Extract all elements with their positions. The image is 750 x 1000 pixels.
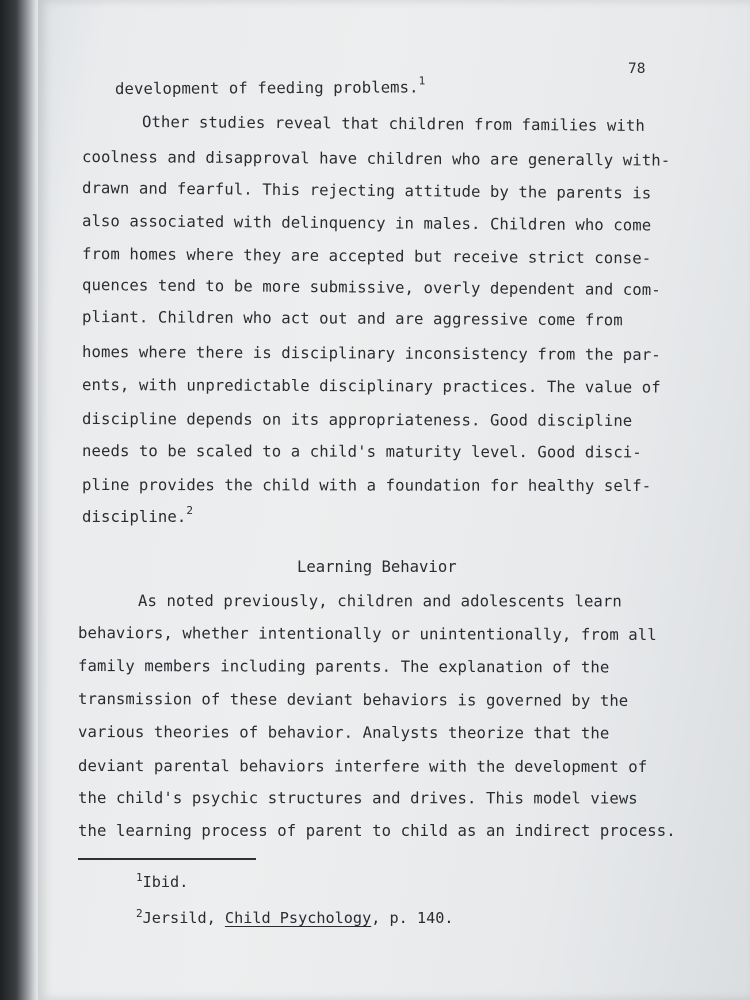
footnote-2: $^2$Jersild, Child Psychology, p. 140. [136,906,454,927]
footnote-mark: 1 [418,74,426,88]
text-line: from homes where they are accepted but receive strict conse- [81,245,652,268]
text-line: homes where there is disciplinary inconsistency from the par- [81,343,661,365]
text-line: discipline.$^2$ [82,503,194,526]
text-line: also associated with delinquency in males. Children who come [81,212,652,235]
footnote-mark: 2 [186,503,194,517]
text-line: the learning process of parent to child as an indirect process. [78,822,676,840]
text-line: coolness and disapproval have children who are generally with- [81,148,671,170]
text-line: deviant parental behaviors interfere with the development of [77,757,648,776]
text-line: various theories of behavior. Analysts theorize that the [77,723,610,743]
text-line: family members including parents. The explanation of the [77,657,610,677]
page-number: 78 [628,61,646,77]
section-heading: Learning Behavior [297,558,457,576]
footnote-rule [78,858,256,860]
text-line: pliant. Children who act out and are aggressive come from [81,308,623,330]
document-page [38,0,750,1000]
book-binding-shadow [0,0,40,1000]
text-line: needs to be scaled to a child's maturity level. Good disci- [81,442,642,462]
text-line: As noted previously, children and adolescents learn [137,592,622,611]
text-line: pline provides the child with a foundation for healthy self- [81,476,652,495]
text-line: discipline depends on its appropriateness. Good discipline [81,410,633,430]
cited-title: Child Psychology [224,909,372,927]
text-line: Other studies reveal that children from families with [141,113,645,135]
text-line: transmission of these deviant behaviors is governed by the [77,690,629,710]
text-line: the child's psychic structures and drives. This model views [77,789,638,808]
text-line: ents, with unpredictable disciplinary practices. The value of [81,376,661,397]
text-line: quences tend to be more submissive, overly dependent and com- [81,276,661,300]
footnote-1: $^1$Ibid. [136,870,189,891]
text-line: drawn and fearful. This rejecting attitude by the parents is [81,179,652,203]
text-line: development of feeding problems.$^1$ [114,74,426,98]
text-line: behaviors, whether intentionally or unintentionally, from all [77,624,657,645]
